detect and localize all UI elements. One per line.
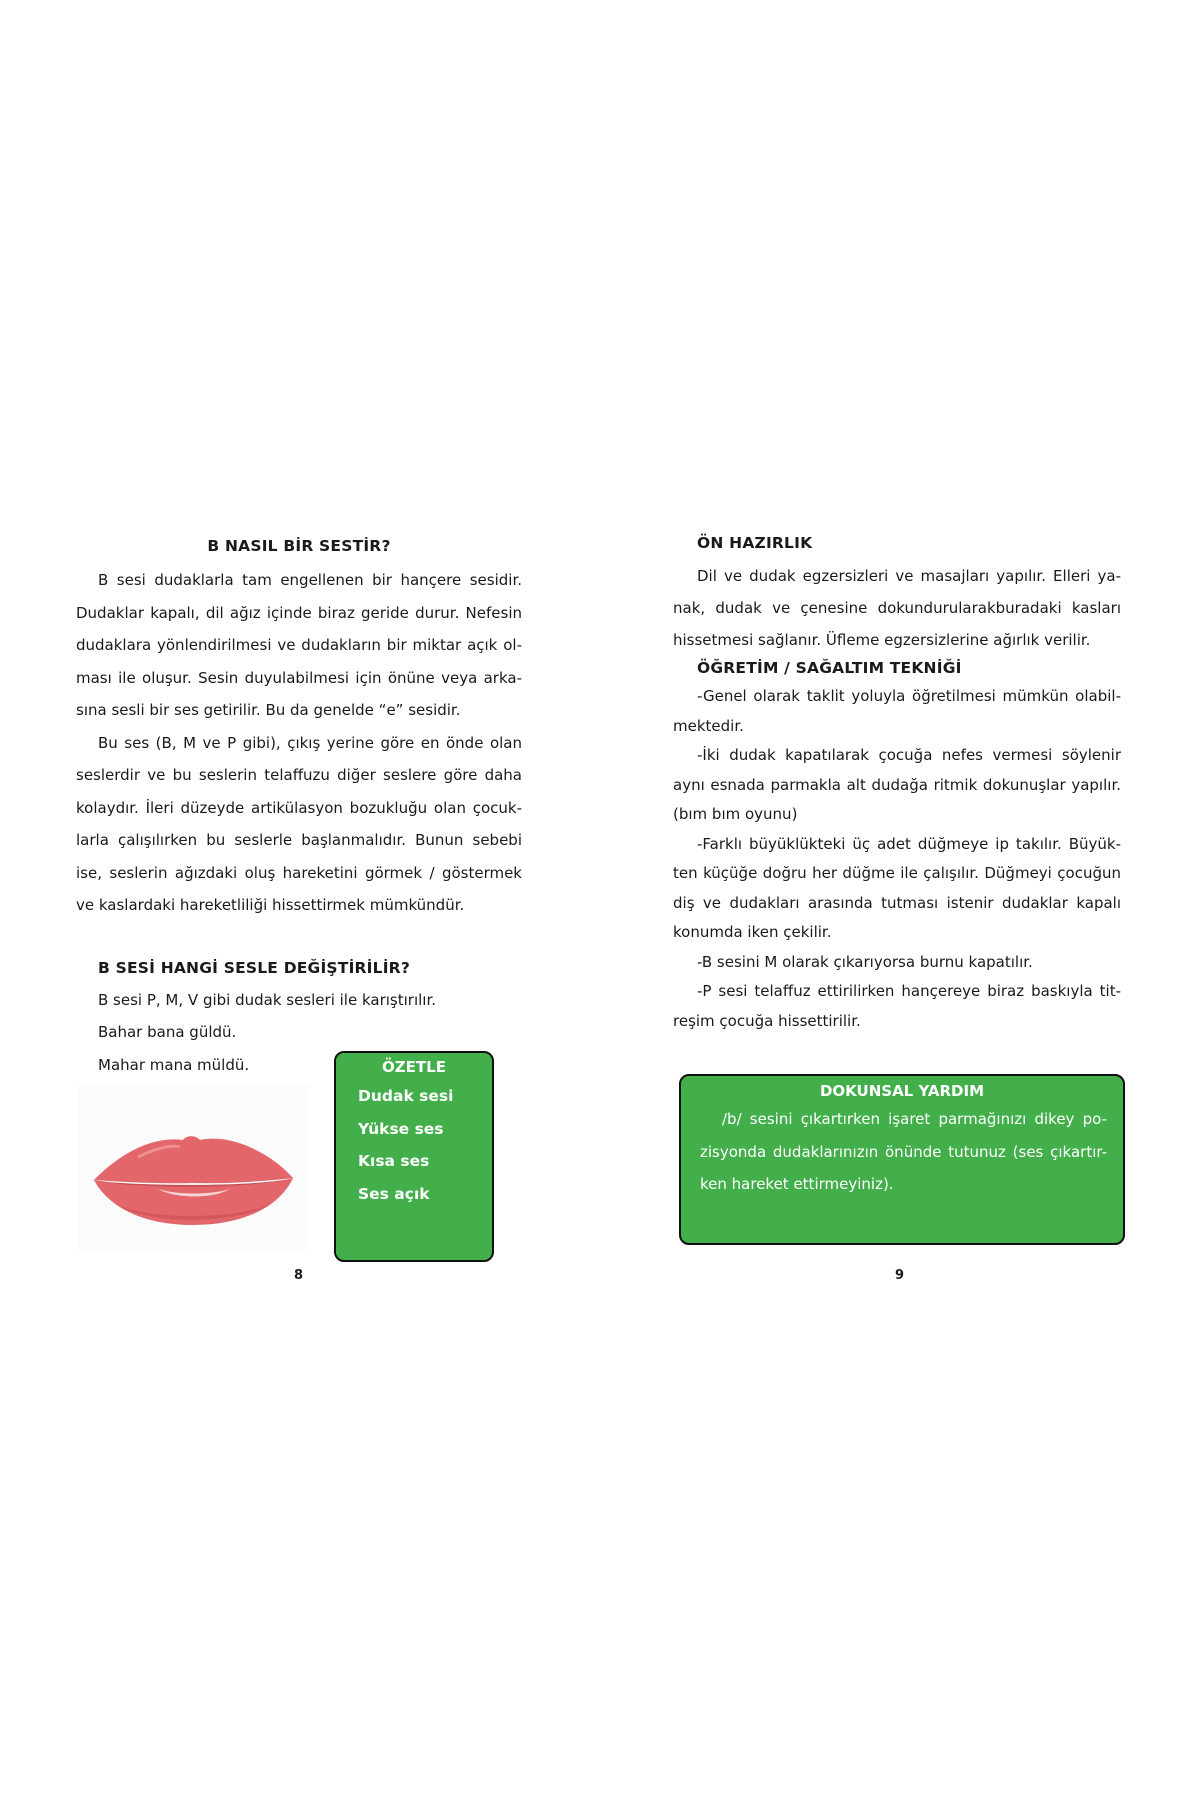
text-line: reşim çocuğa hissettirilir. <box>673 1011 861 1030</box>
text-line: Dudaklar kapalı, dil ağız içinde biraz geride durur. Nefesin <box>76 603 522 622</box>
list-item: -Farklı büyüklükteki üç adet düğmeye ip takılır. Büyük- <box>697 834 1121 853</box>
summary-item: Yükse ses <box>358 1119 444 1138</box>
summary-item: Dudak sesi <box>358 1087 454 1105</box>
text-line: zisyonda dudaklarınızın önünde tutunuz (ses çıkartır- <box>700 1142 1107 1161</box>
tactile-title: DOKUNSAL YARDIM <box>819 1082 985 1100</box>
text-line: B sesi dudaklarla tam engellenen bir hançere sesidir. <box>98 571 522 589</box>
page-number-right: 9 <box>895 1268 905 1283</box>
text-line: ten küçüğe doğru her düğme ile çalışılır. Düğmeyi çocuğun <box>673 864 1121 882</box>
text-line: seslerdir ve bu seslerin telaffuzu diğer seslere göre daha <box>76 766 522 784</box>
text-line: kolaydır. İleri düzeyde artikülasyon bozukluğu olan çocuk- <box>76 798 522 817</box>
list-item: -İki dudak kapatılarak çocuğa nefes vermesi söylenir <box>697 746 1121 764</box>
text-line: Bahar bana güldü. <box>98 1023 237 1041</box>
tactile-help-box <box>679 1074 1125 1245</box>
text-line: sına sesli bir ses getirilir. Bu da genelde “e” sesidir. <box>76 701 461 719</box>
left-paragraph-1 <box>76 564 522 727</box>
text-line: dudaklara yönlendirilmesi ve dudakların bir miktar açık ol- <box>76 636 522 654</box>
summary-item: Ses açık <box>358 1184 430 1203</box>
text-line: ise, seslerin ağızdaki oluş hareketini görmek / göstermek <box>76 863 522 882</box>
text-line: larla çalışılırken bu seslerle başlanmalıdır. Bunun sebebi <box>76 831 522 849</box>
list-item: -P sesi telaffuz ettirilirken hançereye biraz baskıyla tit- <box>697 982 1121 1000</box>
text-line: diş ve dudakları arasında tutması istenir dudaklar kapalı <box>673 893 1121 912</box>
right-page <box>673 528 1121 1036</box>
left-page <box>76 530 522 1081</box>
heading-b-nasil: B NASIL BİR SESTİR? <box>207 537 391 555</box>
heading-on-hazirlik: ÖN HAZIRLIK <box>697 534 813 552</box>
text-line: hissetmesi sağlanır. Üfleme egzersizlerine ağırlık verilir. <box>673 631 1091 649</box>
page-number-left: 8 <box>294 1268 304 1283</box>
summary-title: ÖZETLE <box>382 1058 446 1076</box>
summary-list <box>336 1080 492 1210</box>
text-line: ve kaslardaki hareketliliği hissettirmek mümkündür. <box>76 896 465 914</box>
text-line: B sesi P, M, V gibi dudak sesleri ile karıştırılır. <box>98 990 437 1009</box>
text-line: Bu ses (B, M ve P gibi), çıkış yerine göre en önde olan <box>98 733 522 752</box>
text-line: nak, dudak ve çenesine dokundurularakburadaki kasları <box>673 599 1121 617</box>
left-paragraph-2 <box>76 727 522 922</box>
heading-ogretim: ÖĞRETİM / SAĞALTIM TEKNİĞİ <box>697 659 962 677</box>
heading-b-sesi-hangi: B SESİ HANGİ SESLE DEĞİŞTİRİLİR? <box>98 958 411 977</box>
summary-item: Kısa ses <box>358 1152 430 1170</box>
tactile-text <box>681 1103 1123 1201</box>
list-item: -Genel olarak taklit yoluyla öğretilmesi mümkün olabil- <box>697 687 1121 705</box>
text-line: /b/ sesini çıkartırken işaret parmağınızı dikey po- <box>722 1110 1107 1128</box>
text-line: Mahar mana müldü. <box>98 1055 250 1074</box>
text-line: (bım bım oyunu) <box>673 805 798 823</box>
text-line: ken hareket ettirmeyiniz). <box>700 1175 894 1193</box>
lips-illustration <box>78 1085 308 1250</box>
summary-box <box>334 1051 494 1262</box>
text-line: Dil ve dudak egzersizleri ve masajları yapılır. Elleri ya- <box>697 567 1121 585</box>
text-line: mektedir. <box>673 716 744 735</box>
right-technique-list <box>673 682 1121 1036</box>
right-paragraph-1 <box>673 560 1121 656</box>
list-item: -B sesini M olarak çıkarıyorsa burnu kapatılır. <box>697 952 1033 971</box>
lips-icon <box>78 1085 308 1250</box>
text-line: aynı esnada parmakla alt dudağa ritmik dokunuşlar yapılır. <box>673 775 1121 794</box>
text-line: ması ile oluşur. Sesin duyulabilmesi için önüne veya arka- <box>76 668 522 687</box>
text-line: konumda iken çekilir. <box>673 923 832 941</box>
